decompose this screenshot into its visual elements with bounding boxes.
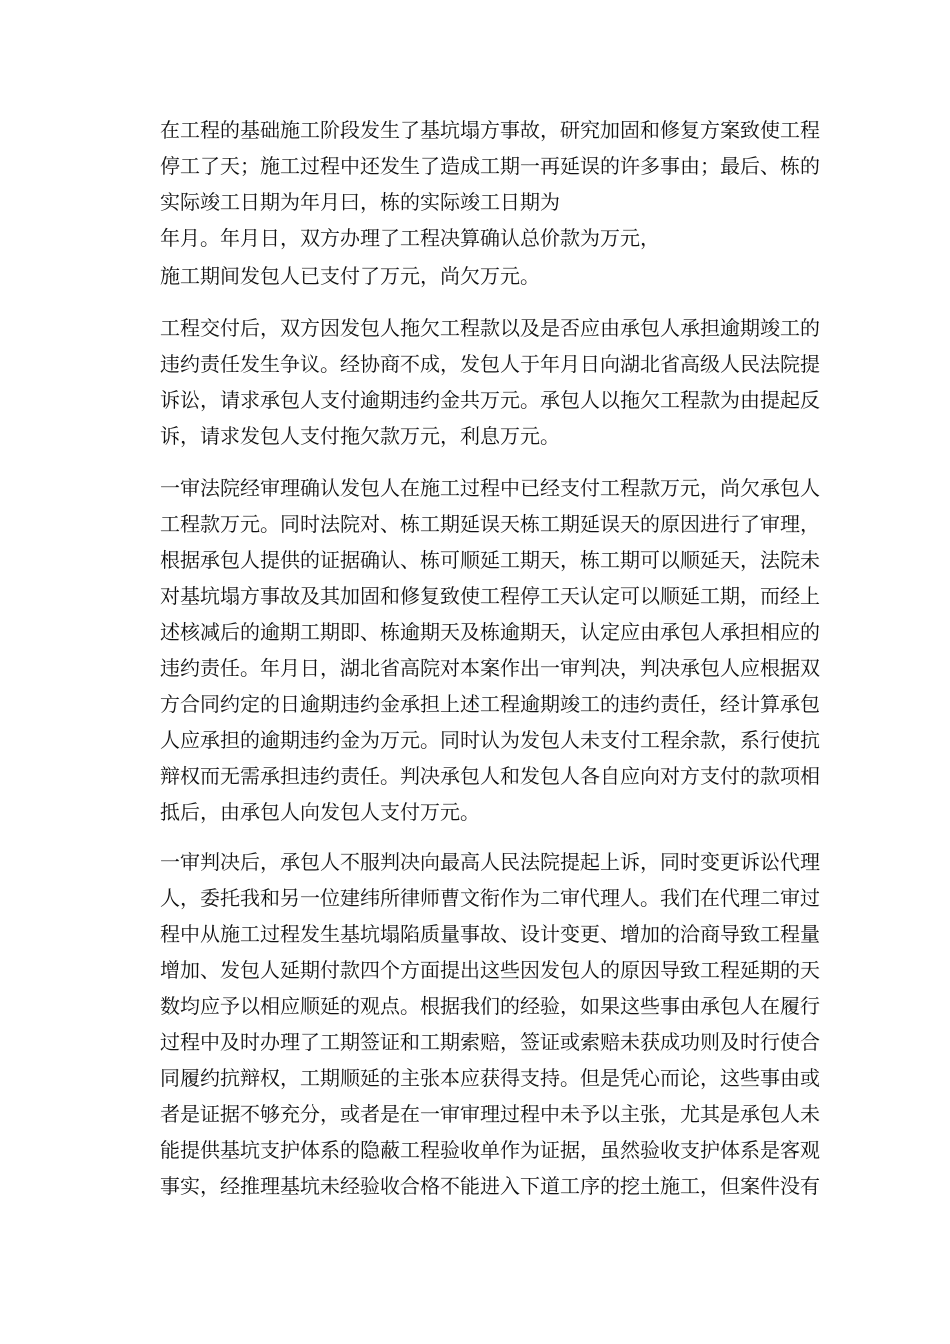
text-line: 程中从施工过程发生基坑塌陷质量事故、设计变更、增加的洽商导致工程量 xyxy=(160,922,820,946)
text-line: 方合同约定的日逾期违约金承担上述工程逾期竣工的违约责任，经计算承包 xyxy=(160,692,820,716)
text-line: 诉讼，请求承包人支付逾期违约金共万元。承包人以拖欠工程款为由提起反 xyxy=(160,388,820,412)
text-line: 同履约抗辩权，工期顺延的主张本应获得支持。但是凭心而论，这些事由或 xyxy=(160,1066,820,1090)
text-line: 抵后，由承包人向发包人支付万元。 xyxy=(160,800,480,824)
text-line: 一审法院经审理确认发包人在施工过程中已经支付工程款万元，尚欠承包人 xyxy=(160,476,820,500)
text-line: 事实，经推理基坑未经验收合格不能进入下道工序的挖土施工，但案件没有 xyxy=(160,1174,820,1198)
text-line: 对基坑塌方事故及其加固和修复致使工程停工天认定可以顺延工期，而经上 xyxy=(160,584,820,608)
text-line: 违约责任发生争议。经协商不成，发包人于年月日向湖北省高级人民法院提 xyxy=(160,352,820,376)
text-line: 人，委托我和另一位建纬所律师曹文衔作为二审代理人。我们在代理二审过 xyxy=(160,886,820,910)
text-line: 工程款万元。同时法院对、栋工期延误天栋工期延误天的原因进行了审理， xyxy=(160,512,820,536)
text-line: 实际竣工日期为年月曰，栋的实际竣工日期为 xyxy=(160,190,560,214)
text-line: 人应承担的逾期违约金为万元。同时认为发包人未支付工程余款，系行使抗 xyxy=(160,728,820,752)
text-line: 违约责任。年月日，湖北省高院对本案作出一审判决，判决承包人应根据双 xyxy=(160,656,820,680)
text-line: 施工期间发包人已支付了万元，尚欠万元。 xyxy=(160,264,540,288)
text-line: 增加、发包人延期付款四个方面提出这些因发包人的原因导致工程延期的天 xyxy=(160,958,820,982)
text-line: 一审判决后，承包人不服判决向最高人民法院提起上诉，同时变更诉讼代理 xyxy=(160,850,820,874)
text-line: 工程交付后，双方因发包人拖欠工程款以及是否应由承包人承担逾期竣工的 xyxy=(160,316,820,340)
text-line: 述核减后的逾期工期即、栋逾期天及栋逾期天，认定应由承包人承担相应的 xyxy=(160,620,820,644)
text-line: 能提供基坑支护体系的隐蔽工程验收单作为证据，虽然验收支护体系是客观 xyxy=(160,1138,820,1162)
text-line: 数均应予以相应顺延的观点。根据我们的经验，如果这些事由承包人在履行 xyxy=(160,994,820,1018)
text-line: 停工了天；施工过程中还发生了造成工期一再延误的许多事由；最后、栋的 xyxy=(160,154,820,178)
text-line: 过程中及时办理了工期签证和工期索赔，签证或索赔未获成功则及时行使合 xyxy=(160,1030,820,1054)
text-line: 年月。年月日，双方办理了工程决算确认总价款为万元， xyxy=(160,226,660,250)
text-line: 诉，请求发包人支付拖欠款万元，利息万元。 xyxy=(160,424,560,448)
text-line: 辩权而无需承担违约责任。判决承包人和发包人各自应向对方支付的款项相 xyxy=(160,764,820,788)
text-line: 在工程的基础施工阶段发生了基坑塌方事故，研究加固和修复方案致使工程 xyxy=(160,118,820,142)
text-line: 根据承包人提供的证据确认、栋可顺延工期天，栋工期可以顺延天，法院未 xyxy=(160,548,820,572)
text-line: 者是证据不够充分，或者是在一审审理过程中未予以主张，尤其是承包人未 xyxy=(160,1102,820,1126)
